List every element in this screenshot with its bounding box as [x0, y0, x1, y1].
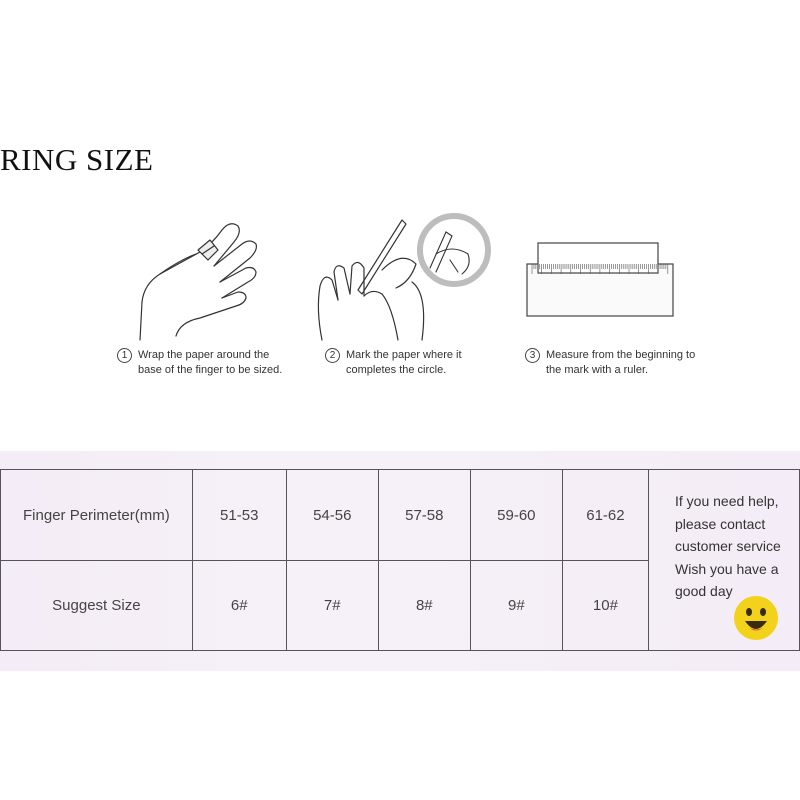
table-cell: 51-53 [192, 470, 286, 561]
step-caption-3 [525, 348, 735, 380]
help-note-line: If you need help, [675, 493, 779, 509]
table-cell: 59-60 [470, 470, 562, 561]
table-row-perimeter [1, 470, 800, 561]
step-3-line-1: Measure from the beginning to [546, 349, 696, 361]
help-note-line: customer service [675, 538, 781, 554]
table-cell: 8# [378, 561, 470, 651]
help-note-line: Wish you have a [675, 560, 779, 577]
row-header-perimeter: Finger Perimeter(mm) [1, 470, 193, 561]
help-note-line: good day [675, 583, 733, 599]
step-caption-2 [325, 348, 525, 380]
step-3-line-2: the mark with a ruler. [546, 364, 649, 376]
table-cell: 54-56 [286, 470, 378, 561]
hand-wrap-icon [130, 210, 270, 345]
ruler-icon [526, 240, 674, 318]
step-number-2: 2 [325, 348, 340, 363]
step-caption-1 [117, 348, 317, 380]
table-cell: 7# [286, 561, 378, 651]
smiley-face-icon [733, 595, 779, 641]
step-1-line-2: base of the finger to be sized. [138, 364, 283, 376]
help-note-line: please contact [675, 515, 766, 532]
table-cell: 10# [562, 561, 648, 651]
table-cell: 9# [470, 561, 562, 651]
step-2-line-2: completes the circle. [346, 364, 447, 376]
help-note [675, 490, 800, 603]
step-1-line-1: Wrap the paper around the [138, 349, 270, 361]
table-cell: 57-58 [378, 470, 470, 561]
step-2-line-1: Mark the paper where it [346, 349, 462, 361]
hand-mark-icon [312, 210, 492, 345]
help-note-cell [649, 470, 800, 651]
ring-size-table [0, 469, 800, 651]
row-header-size: Suggest Size [1, 561, 193, 651]
step-number-1: 1 [117, 348, 132, 363]
page-title: RING SIZE [0, 142, 154, 177]
step-number-3: 3 [525, 348, 540, 363]
table-cell: 61-62 [562, 470, 648, 561]
table-cell: 6# [192, 561, 286, 651]
